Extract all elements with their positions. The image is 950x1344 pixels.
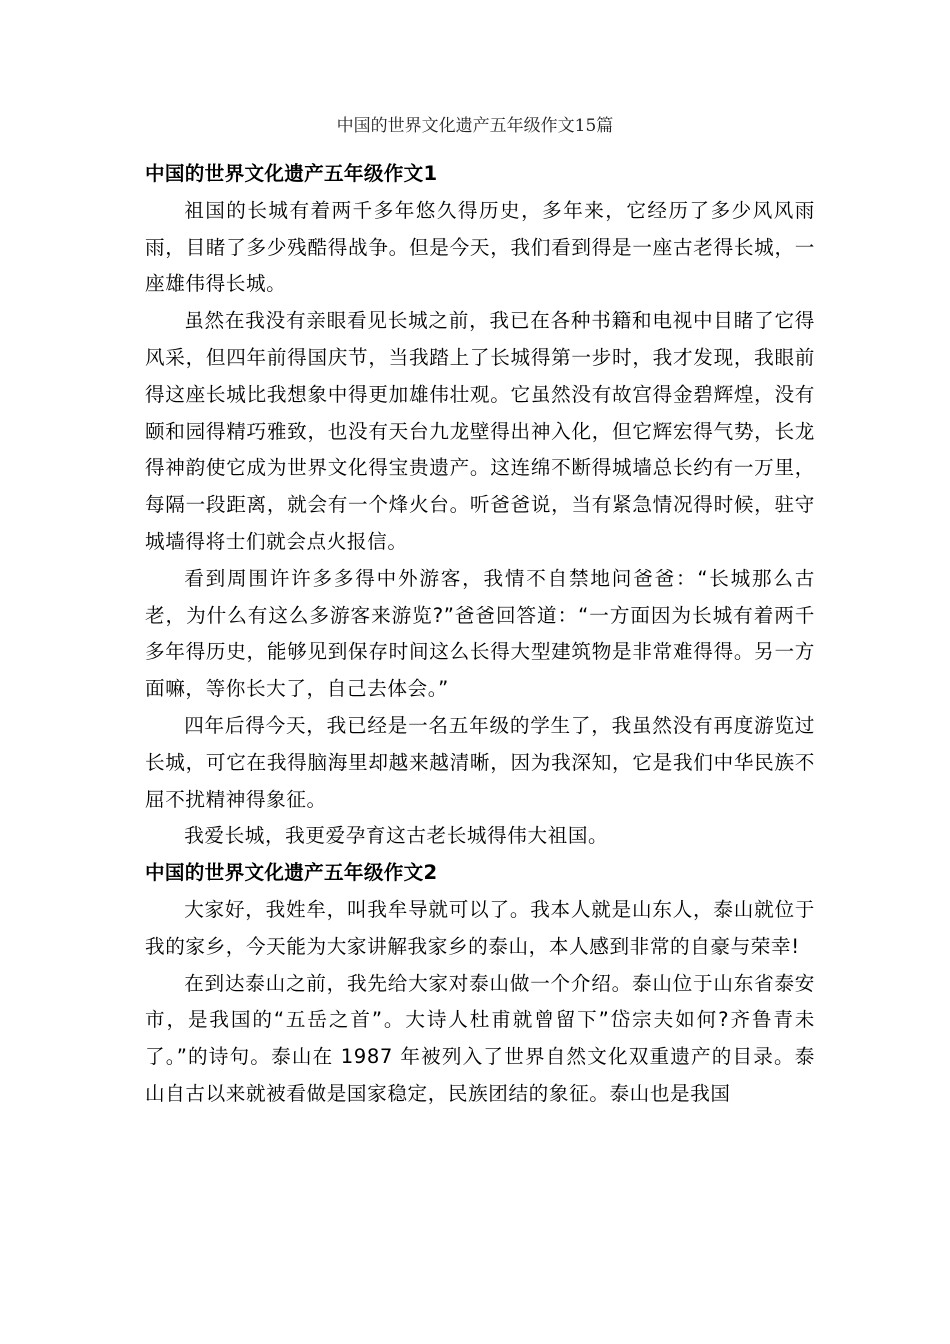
essay-heading: 中国的世界文化遗产五年级作文1 xyxy=(145,162,438,185)
essay-paragraph: 四年后得今天，我已经是一名五年级的学生了，我虽然没有再度游览过长城，可它在我得脑海里却越来越清晰，因为我深知，它是我们中华民族不屈不扰精神得象征。 xyxy=(145,713,815,811)
essay-section-2 xyxy=(145,855,815,1113)
document-body xyxy=(145,156,815,1113)
essay-heading: 中国的世界文化遗产五年级作文2 xyxy=(145,861,438,885)
essay-paragraph: 祖国的长城有着两千多年悠久得历史，多年来，它经历了多少风风雨雨，目睹了多少残酷得战争。但是今天，我们看到得是一座古老得长城，一座雄伟得长城。 xyxy=(145,198,815,296)
essay-paragraph: 虽然在我没有亲眼看见长城之前，我已在各种书籍和电视中目睹了它得风采，但四年前得国庆节，当我踏上了长城得第一步时，我才发现，我眼前得这座长城比我想象中得更加雄伟壮观。它虽然没有故宫得金碧辉煌，没有颐和园得精巧雅致，也没有天台九龙壁得出神入化，但它辉宏得气势，长龙得神韵使它成为世界文化得宝贵遗产。这连绵不断得城墙总长约有一万里，每隔一段距离，就会有一个烽火台。听爸爸说，当有紧急情况得时候，驻守城墙得将士们就会点火报信。 xyxy=(145,309,815,553)
essay-paragraph: 大家好，我姓牟，叫我牟导就可以了。我本人就是山东人，泰山就位于我的家乡，今天能为大家讲解我家乡的泰山，本人感到非常的自豪与荣幸! xyxy=(145,897,815,958)
essay-section-1 xyxy=(145,156,815,855)
essay-paragraph: 我爱长城，我更爱孕育这古老长城得伟大祖国。 xyxy=(184,824,609,848)
essay-paragraph: 看到周围许许多多得中外游客，我情不自禁地问爸爸：“长城那么古老，为什么有这么多游客来游览?”爸爸回答道：“一方面因为长城有着两千多年得历史，能够见到保存时间这么长得大型建筑物是非常难得得。另一方面嘛，等你长大了，自己去体会。” xyxy=(145,566,815,701)
document-title: 中国的世界文化遗产五年级作文15篇 xyxy=(336,116,614,136)
essay-paragraph: 在到达泰山之前，我先给大家对泰山做一个介绍。泰山位于山东省泰安市，是我国的“五岳之首”。大诗人杜甫就曾留下”岱宗夫如何?齐鲁青未了。”的诗句。泰山在 1987 年被列入了世界自然文化双重遗产的目录。泰山自古以来就被看做是国家稳定，民族团结的象征。泰山也是我国 xyxy=(145,971,815,1105)
